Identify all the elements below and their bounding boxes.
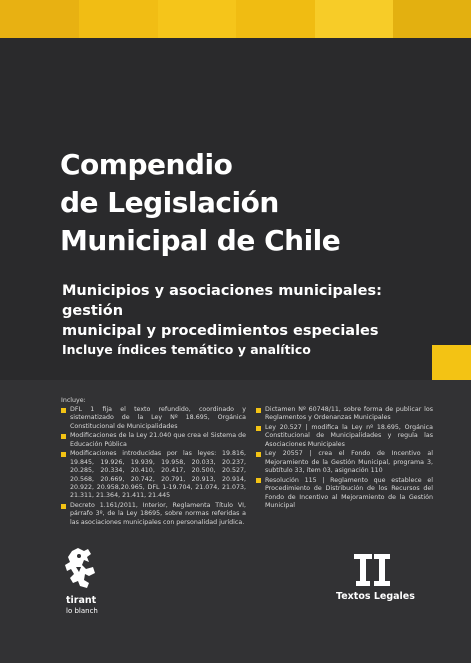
subtitle-line: Municipios y asociaciones municipales: gestión [62, 283, 382, 319]
title-line: de Legislación [60, 186, 279, 219]
list-item-text: Ley 20557 | crea el Fondo de Incentivo al Mejoramiento de la Gestión Municipal, programa 3, subtítulo 33, ítem 03, asignación 110 [265, 450, 433, 475]
list-item-text: Ley 20.527 | modifica la Ley nº 18.695, Orgánica Constitucional de Municipalidades y regula las Asociaciones Municipales [265, 424, 433, 448]
list-item-text: Resolución 115 | Reglamento que establece el Procedimiento de Distribución de los Recursos del Fondo de Incentivo al Mejoramiento de la Gestión Municipal [265, 476, 433, 510]
stripe [393, 0, 471, 38]
bullet-square-icon [61, 504, 66, 509]
contents-list-left [61, 406, 246, 528]
bullet-square-icon [256, 478, 261, 483]
book-subtitle [62, 281, 432, 341]
stripe [315, 0, 393, 38]
includes-label: Incluye: [61, 397, 86, 404]
top-stripe-band [0, 0, 471, 38]
title-line: Municipal de Chile [60, 224, 341, 257]
accent-block [432, 345, 471, 380]
list-item-text: Dictamen Nº 60748/11, sobre forma de publicar los Reglamentos y Ordenanzas Municipales [265, 406, 433, 422]
list-item-text: Decreto 1.161/2011, Interior, Reglamenta Título VI, párrafo 3º, de la Ley 18695, sobre normas referidas a las asociaciones municipales con personalidad jurídica. [70, 502, 246, 526]
publisher-subname: lo blanch [66, 607, 98, 615]
list-item [61, 450, 246, 500]
bullet-square-icon [256, 426, 261, 431]
bullet-square-icon [61, 452, 66, 457]
list-item [256, 424, 433, 449]
list-item [256, 406, 433, 423]
series-name: Textos Legales [336, 591, 415, 602]
contents-list-right [256, 406, 433, 512]
stripe [79, 0, 158, 38]
list-item [61, 406, 246, 431]
title-line: Compendio [60, 148, 233, 181]
publisher-name: tirant [66, 595, 97, 606]
book-title [60, 146, 440, 260]
tl-monogram-icon [352, 552, 392, 588]
stripe [0, 0, 79, 38]
bullet-square-icon [256, 408, 261, 413]
bullet-square-icon [256, 452, 261, 457]
list-item-text: Modificaciones de la Ley 21.040 que crea el Sistema de Educación Pública [70, 432, 246, 448]
bullet-square-icon [61, 408, 66, 413]
list-item [61, 432, 246, 449]
stripe [158, 0, 236, 38]
list-item [256, 477, 433, 511]
list-item-text: DFL 1 fija el texto refundido, coordinado y sistematizado de la Ley Nº 18.695, Orgánica Constitucional de Municipalidades [70, 406, 246, 430]
stripe [236, 0, 315, 38]
list-item [61, 502, 246, 527]
list-item [256, 450, 433, 475]
subtitle-line: municipal y procedimientos especiales [62, 323, 379, 339]
indices-note: Incluye índices temático y analítico [62, 342, 311, 357]
list-item-text: Modificaciones introducidas por las leyes: 19.816, 19.845, 19.926, 19.939, 19.958, 20.033, 20.237, 20.285, 20.334, 20.410, 20.417, 20.500, 20.527, 20.568, 20.669, 20.742, 20.791, 20.913, 20.914, 20.922, 20.958,20.965, DFL 1-19.704, 21.074, 21.073, 21.311, 21.364, 21.411, 21.445 [70, 450, 246, 500]
bullet-square-icon [61, 434, 66, 439]
